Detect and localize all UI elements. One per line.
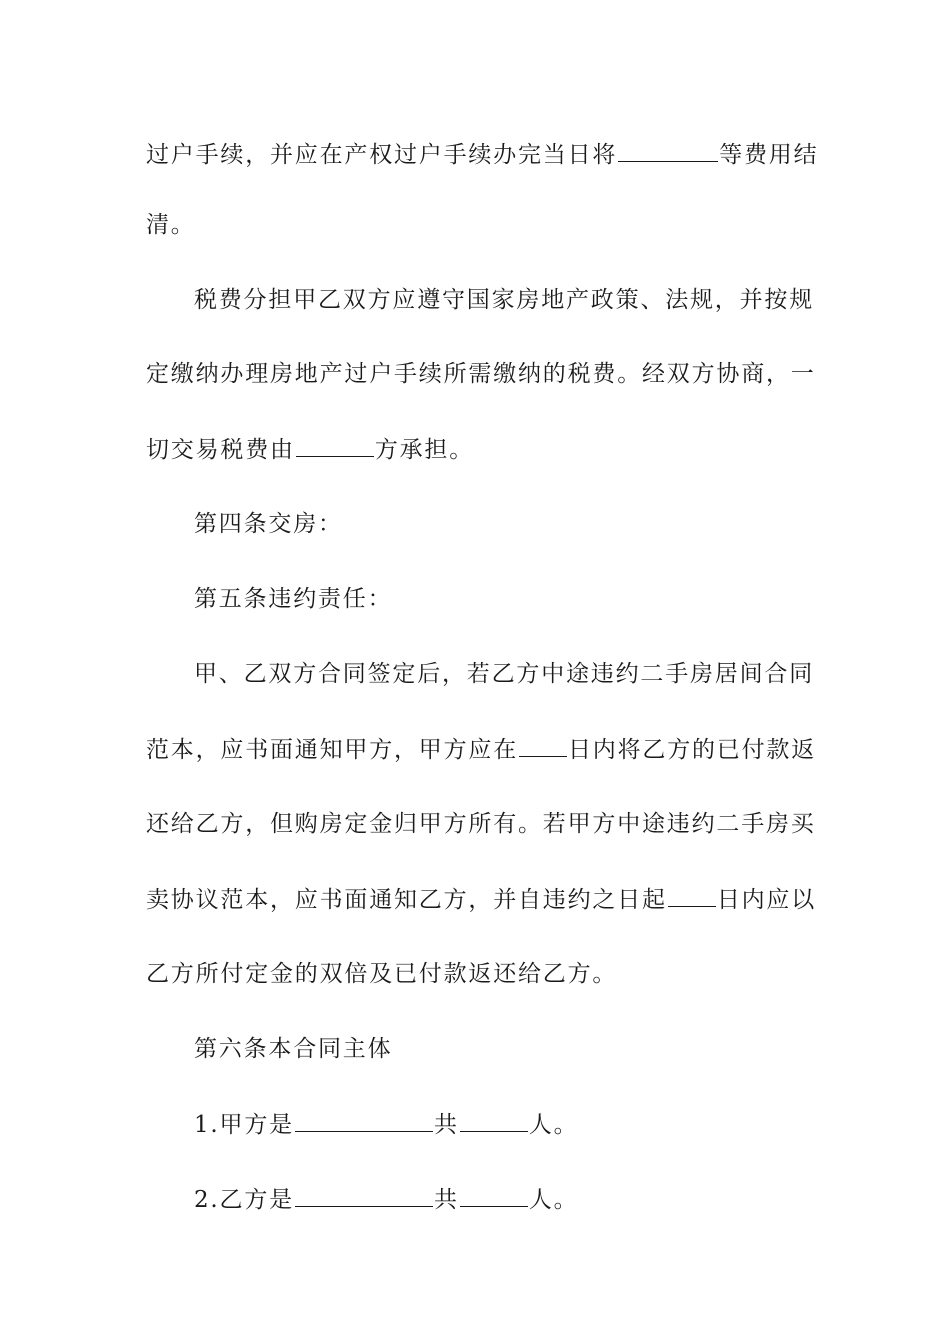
text-segment: 税费分担甲乙双方应遵守国家房地产政策、法规，并按规 [194,287,814,313]
text-segment: 还给乙方，但购房定金归甲方所有。若甲方中途违约二手房买 [146,811,816,837]
fill-in-blank[interactable] [296,434,374,457]
paragraph-line [146,434,806,465]
text-segment: 第六条本合同主体 [194,1036,393,1062]
fill-in-blank[interactable] [668,884,716,907]
text-segment: 共 [433,1187,459,1213]
paragraph-line [146,959,806,989]
list-item [194,1184,854,1215]
text-segment: 日内将乙方的已付款返 [568,737,816,763]
text-segment: 乙方所付定金的双倍及已付款返还给乙方。 [146,961,618,987]
text-segment: 共 [433,1112,459,1138]
section-heading [194,584,854,614]
text-segment: 切交易税费由 [146,437,295,463]
paragraph-line [146,139,819,170]
fill-in-blank[interactable] [519,734,567,757]
text-segment: 等费用结 [719,142,819,168]
text-segment: 卖协议范本，应书面通知乙方，并自违约之日起 [146,887,667,913]
text-segment: 定缴纳办理房地产过户手续所需缴纳的税费。经双方协商，一 [146,361,816,387]
list-item [194,1109,854,1140]
text-segment: 人。 [528,1112,579,1138]
paragraph-line [146,809,816,839]
text-segment: 日内应以 [716,887,817,913]
paragraph-line [194,285,854,315]
text-segment: 过户手续，并应在产权过户手续办完当日将 [146,142,618,168]
text-segment: 2.乙方是 [194,1187,294,1213]
paragraph-line [146,210,806,240]
text-segment: 人。 [528,1187,579,1213]
fill-in-blank[interactable] [295,1184,433,1207]
fill-in-blank[interactable] [295,1109,433,1132]
text-segment: 范本，应书面通知甲方，甲方应在 [146,737,518,763]
paragraph-line [146,734,816,765]
section-heading [194,1034,854,1064]
text-segment: 第四条交房： [194,511,343,537]
text-segment: 方承担。 [374,437,475,463]
fill-in-blank[interactable] [460,1109,528,1132]
fill-in-blank[interactable] [618,139,718,162]
fill-in-blank[interactable] [460,1184,528,1207]
paragraph-line [146,359,816,389]
text-segment: 第五条违约责任： [194,586,393,612]
text-segment: 清。 [146,212,196,238]
paragraph-line [146,884,817,915]
text-segment: 1.甲方是 [194,1112,294,1138]
section-heading [194,509,854,539]
text-segment: 甲、乙双方合同签定后，若乙方中途违约二手房居间合同 [194,661,814,687]
paragraph-line [194,659,854,689]
